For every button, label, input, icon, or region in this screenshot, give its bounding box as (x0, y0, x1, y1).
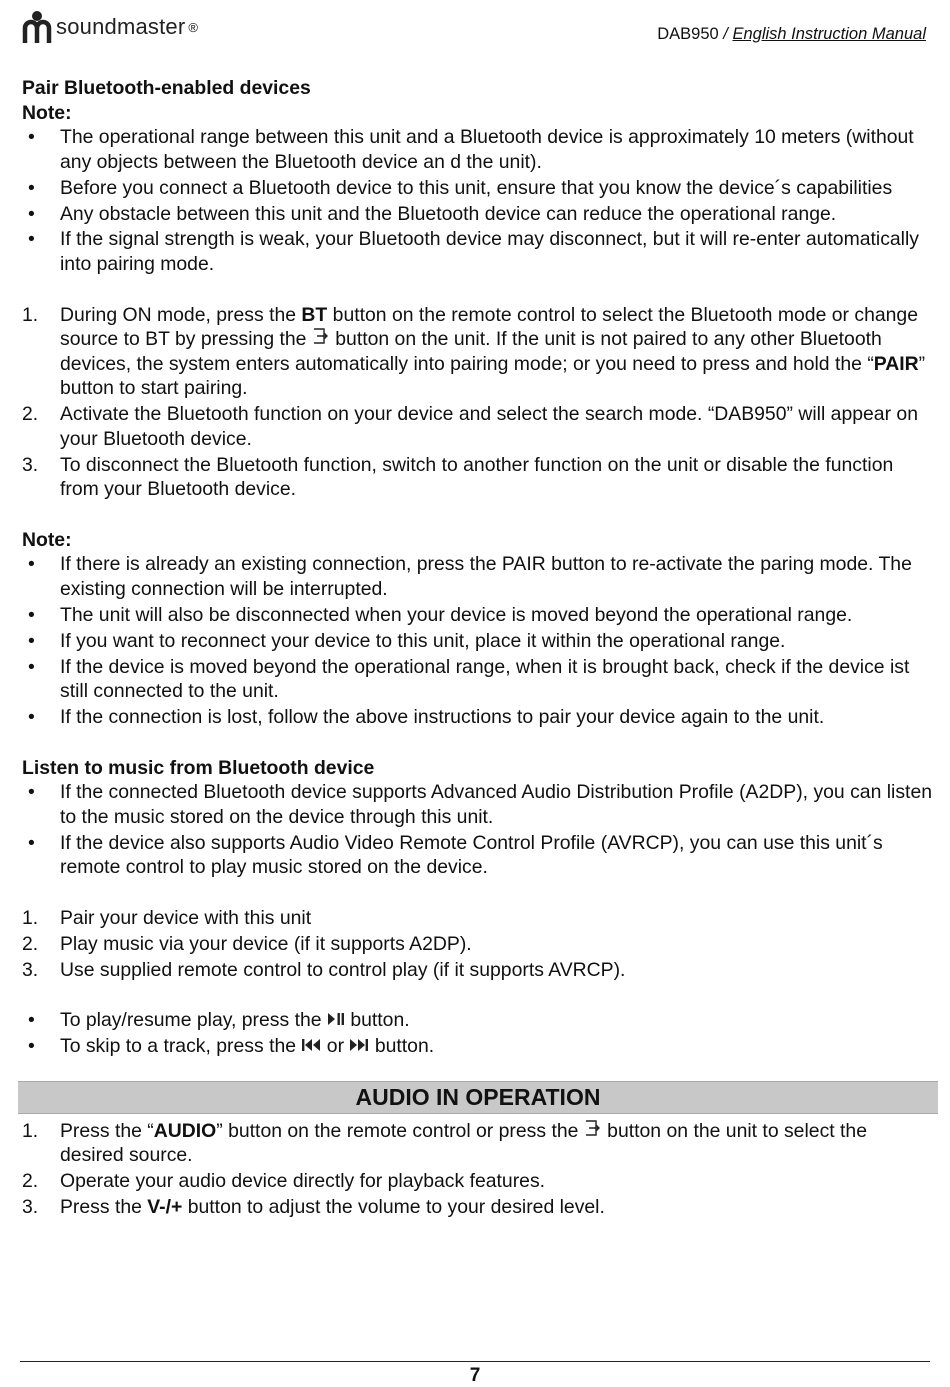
playback-controls-list (22, 1008, 934, 1058)
list-item: 2. Operate your audio device directly for playback features. (22, 1169, 546, 1192)
registered-mark: ® (188, 19, 198, 35)
pair-note-label: Note: (22, 101, 72, 124)
audio-in-heading: AUDIO IN OPERATION (18, 1081, 938, 1114)
list-item: • If you want to reconnect your device to this unit, place it within the operational range. (28, 629, 786, 652)
list-item: • If the connected Bluetooth device supports Advanced Audio Distribution Profile (A2DP), you can listen to the music stored on the device through this unit. (28, 781, 933, 828)
audio-in-steps-list (22, 1119, 934, 1220)
pair-heading: Pair Bluetooth-enabled devices (22, 77, 311, 99)
list-item: • To skip to a track, press the or button. (28, 1034, 435, 1057)
list-item: 3. Use supplied remote control to control play (if it supports AVRCP). (22, 958, 626, 981)
list-item: 1. Press the “AUDIO” button on the remote control or press the button on the unit to select the desired source. (22, 1119, 867, 1167)
pair-notes-list (22, 125, 934, 276)
title-separator: / (723, 25, 728, 43)
list-item: • Before you connect a Bluetooth device to this unit, ensure that you know the device´s capabilities (28, 176, 893, 199)
list-item: • The operational range between this unit and a Bluetooth device is approximately 10 meters (without any objects between the Bluetooth device an d the unit). (28, 126, 914, 173)
list-item: 3. To disconnect the Bluetooth function, switch to another function on the unit or disable the function from your Bluetooth device. (22, 453, 894, 501)
skip-next-icon (349, 1034, 369, 1059)
brand-name: soundmaster (56, 14, 186, 39)
source-input-icon (312, 327, 330, 352)
listen-steps-list (22, 906, 934, 982)
soundmaster-logo-icon (22, 10, 52, 44)
listen-heading: Listen to music from Bluetooth device (22, 756, 375, 779)
list-item: 3. Press the V-/+ button to adjust the volume to your desired level. (22, 1195, 605, 1218)
pair-notes2-list (22, 552, 934, 729)
pair-steps-list (22, 303, 934, 502)
model-name: DAB950 (657, 25, 719, 43)
list-item: • The unit will also be disconnected when your device is moved beyond the operational range. (28, 603, 853, 626)
list-item: • If the device is moved beyond the operational range, when it is brought back, check if the device ist still connected to the unit. (28, 655, 910, 703)
list-item: • If the device also supports Audio Video Remote Control Profile (AVRCP), you can use this unit´s remote control to play music stored on the device. (28, 831, 883, 879)
list-item: 2. Play music via your device (if it supports A2DP). (22, 932, 472, 955)
page-number: 7 (469, 1365, 481, 1386)
list-item: • If the signal strength is weak, your Bluetooth device may disconnect, but it will re-enter automatically into pairing mode. (28, 228, 919, 276)
list-item: • To play/resume play, press the button. (28, 1009, 410, 1032)
skip-previous-icon (301, 1034, 321, 1059)
pair-note2-label: Note: (22, 528, 72, 551)
list-item: 2. Activate the Bluetooth function on your device and select the search mode. “DAB950” will appear on your Bluetooth device. (22, 403, 918, 450)
page-content (22, 76, 934, 1221)
list-item: • If the connection is lost, follow the above instructions to pair your device again to the unit. (28, 706, 825, 729)
play-pause-icon (327, 1008, 345, 1033)
document-id (657, 25, 926, 44)
listen-bullets-list (22, 780, 934, 880)
list-item: 1. Pair your device with this unit (22, 906, 312, 929)
footer-divider (20, 1361, 930, 1362)
manual-title: English Instruction Manual (732, 25, 926, 43)
brand-logo (22, 10, 198, 44)
list-item: 1. During ON mode, press the BT button on the remote control to select the Bluetooth mode or change source to BT by pressing the button on the unit. If the unit is not paired to any other Bluetooth devices, the system enters automatically into pairing mode; or you need to press and hold the “PAIR” button to start pairing. (22, 303, 926, 400)
source-input-icon (584, 1119, 602, 1144)
list-item: • Any obstacle between this unit and the Bluetooth device can reduce the operational range. (28, 202, 837, 225)
list-item: • If there is already an existing connection, press the PAIR button to re-activate the paring mode. The existing connection will be interrupted. (28, 553, 912, 600)
